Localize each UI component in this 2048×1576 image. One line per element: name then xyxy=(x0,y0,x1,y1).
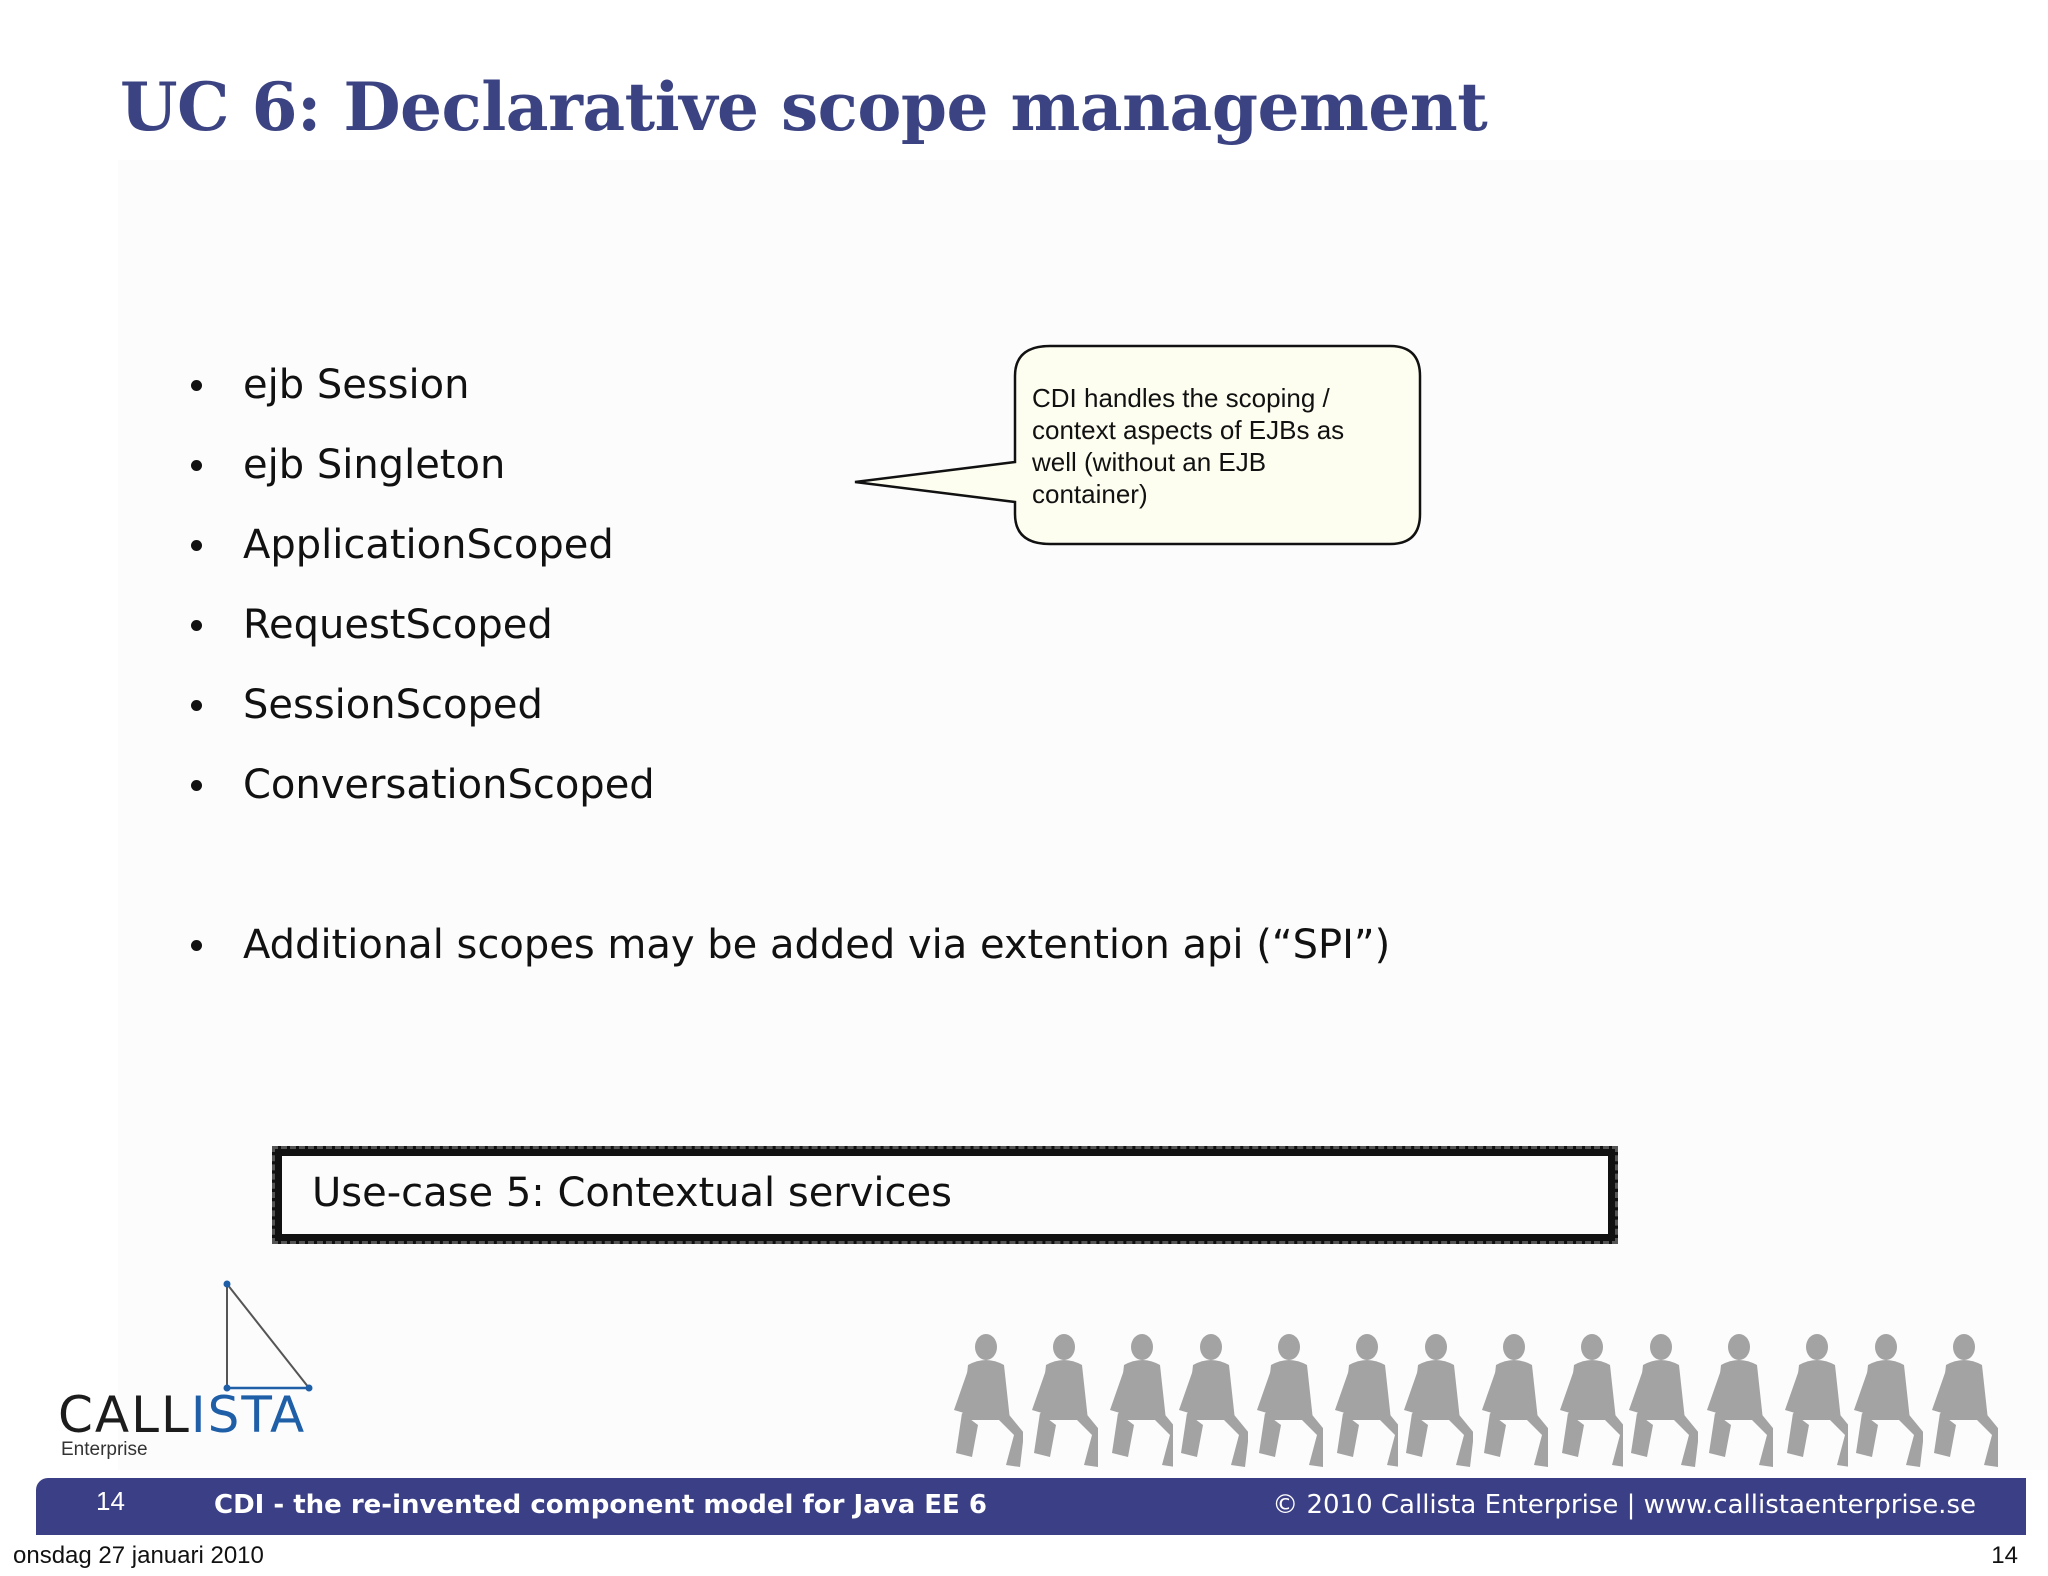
person-silhouette xyxy=(1548,1325,1623,1475)
person-silhouette xyxy=(1398,1325,1473,1475)
people-silhouettes-image xyxy=(948,1325,1998,1475)
bullet-text: Additional scopes may be added via extention api (“SPI”) xyxy=(243,922,1391,968)
bullet-text: SessionScoped xyxy=(243,682,543,728)
callout-line: well (without an EJB xyxy=(1032,447,1267,477)
person-silhouette xyxy=(1323,1325,1398,1475)
bullet-text: ConversationScoped xyxy=(243,762,655,808)
bullet-text: RequestScoped xyxy=(243,602,553,648)
logo-wordmark: CALLISTA xyxy=(58,1386,307,1444)
footer-title: CDI - the re-invented component model for Java EE 6 xyxy=(214,1490,987,1520)
person-silhouette xyxy=(1848,1325,1923,1475)
bullet-text: ejb Session xyxy=(243,362,470,408)
logo-subtitle: Enterprise xyxy=(61,1439,148,1460)
person-silhouette xyxy=(1473,1325,1548,1475)
person-silhouette xyxy=(1173,1325,1248,1475)
person-silhouette xyxy=(1698,1325,1773,1475)
callout-line: context aspects of EJBs as xyxy=(1032,415,1345,445)
page-number: 14 xyxy=(1991,1542,2018,1569)
person-silhouette xyxy=(1098,1325,1173,1475)
callout-line: CDI handles the scoping / xyxy=(1032,383,1330,413)
bullet-text: ejb Singleton xyxy=(243,442,506,488)
bullet-text: ApplicationScoped xyxy=(243,522,614,568)
callout-line: container) xyxy=(1032,479,1148,509)
person-silhouette xyxy=(1623,1325,1698,1475)
footer-bar xyxy=(36,1478,2026,1535)
usecase-text: Use-case 5: Contextual services xyxy=(312,1170,952,1216)
footer-slide-number: 14 xyxy=(96,1486,125,1516)
person-silhouette xyxy=(948,1325,1023,1475)
callout-text xyxy=(1032,382,1392,510)
triangle-logo-icon xyxy=(58,1278,378,1398)
person-silhouette xyxy=(1248,1325,1323,1475)
callista-logo xyxy=(58,1278,378,1463)
page-date: onsdag 27 januari 2010 xyxy=(13,1542,264,1569)
person-silhouette xyxy=(1923,1325,1998,1475)
person-silhouette xyxy=(1023,1325,1098,1475)
footer-copyright: © 2010 Callista Enterprise | www.callistaenterprise.se xyxy=(1272,1490,1976,1520)
person-silhouette xyxy=(1773,1325,1848,1475)
slide-title: UC 6: Declarative scope management xyxy=(120,68,1488,146)
usecase-box xyxy=(272,1146,1618,1244)
